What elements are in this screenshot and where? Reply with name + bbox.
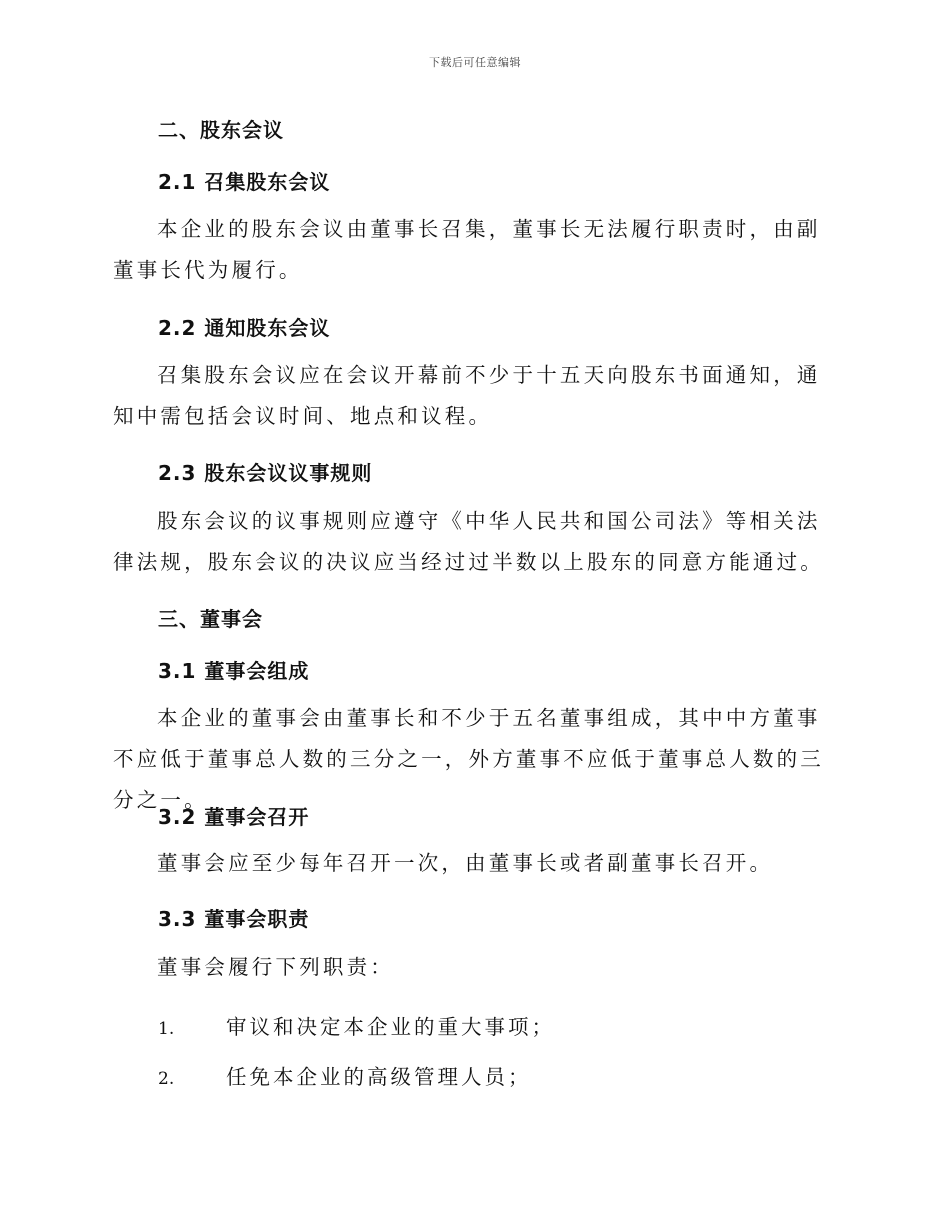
paragraph: 本企业的董事会由董事长和不少于五名董事组成，其中中方董事不应低于董事总人数的三分之一，外方董事不应低于董事总人数的三分之一。	[113, 706, 824, 812]
section-heading: 2.3 股东会议议事规则	[158, 461, 373, 485]
list-text: 任免本企业的高级管理人员；	[226, 1065, 532, 1089]
list-number: 1.	[158, 1019, 175, 1039]
page-header: 下载后可任意编辑	[429, 56, 521, 69]
section-heading: 三、董事会	[158, 607, 263, 631]
section-heading: 3.2 董事会召开	[158, 805, 310, 829]
paragraph: 董事会履行下列职责：	[157, 955, 394, 979]
section-heading: 2.1 召集股东会议	[158, 170, 331, 194]
paragraph: 董事会应至少每年召开一次，由董事长或者副董事长召开。	[157, 851, 774, 875]
paragraph: 股东会议的议事规则应遵守《中华人民共和国公司法》等相关法律法规，股东会议的决议应当经过过半数以上股东的同意方能通过。	[113, 509, 824, 574]
paragraph: 本企业的股东会议由董事长召集，董事长无法履行职责时，由副董事长代为履行。	[113, 217, 821, 282]
section-heading: 2.2 通知股东会议	[158, 316, 331, 340]
section-heading: 二、股东会议	[158, 118, 284, 142]
list-text: 审议和决定本企业的重大事项；	[226, 1015, 555, 1039]
list-item	[158, 1060, 532, 1090]
list-item	[158, 1010, 555, 1040]
list-number: 2.	[158, 1069, 175, 1089]
section-heading: 3.1 董事会组成	[158, 659, 310, 683]
paragraph: 召集股东会议应在会议开幕前不少于十五天向股东书面通知，通知中需包括会议时间、地点和议程。	[113, 363, 821, 428]
section-heading: 3.3 董事会职责	[158, 907, 310, 931]
